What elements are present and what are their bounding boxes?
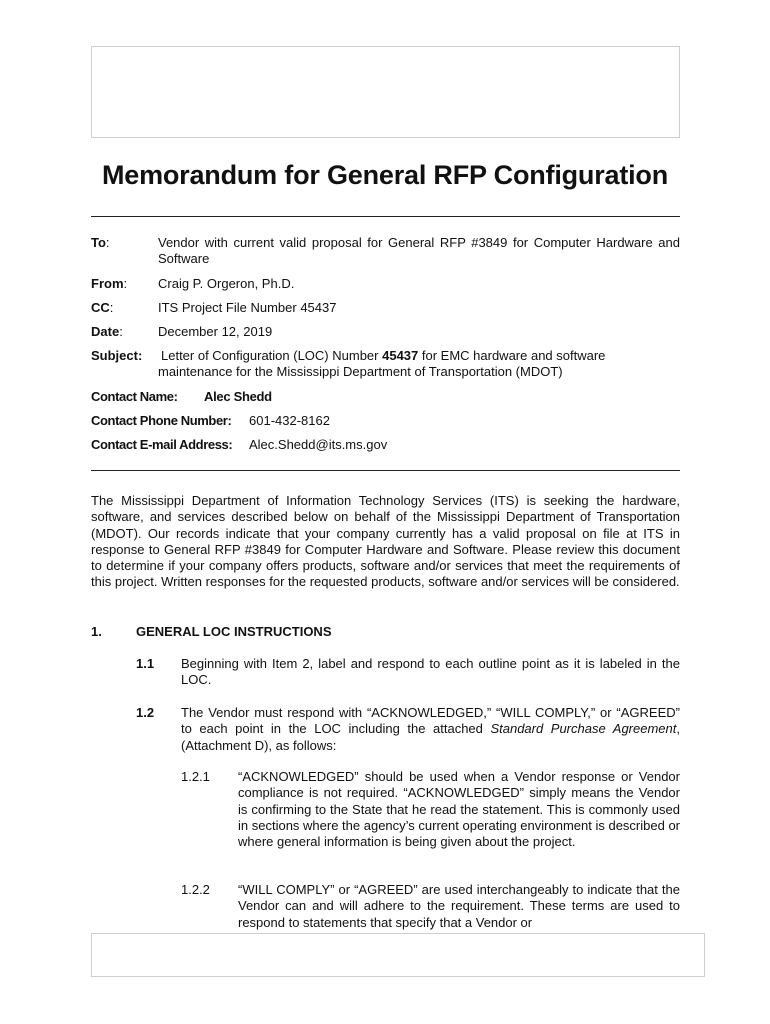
contact-phone-label: Contact Phone Number: <box>91 413 232 428</box>
subject-pre: Letter of Configuration (LOC) Number <box>161 348 383 363</box>
from-label: From <box>91 276 124 291</box>
contact-name-value: Alec Shedd <box>204 389 272 404</box>
section-1-number: 1. <box>91 624 102 639</box>
footer-box <box>91 933 705 977</box>
subject-value <box>158 348 680 380</box>
contact-email-value: Alec.Shedd@its.ms.gov <box>249 437 388 452</box>
subject-post: for EMC hardware and software maintenance for the Mississippi Department of Transportation (MDOT) <box>158 348 606 379</box>
item-1-2-post: , (Attachment D), as follows: <box>181 721 680 753</box>
item-1-2-1-text: “ACKNOWLEDGED” should be used when a Vendor response or Vendor compliance is not required. “ACKNOWLEDGED” simply means the Vendor is confirming to the State that he read the statement. This is commonly used in sections where the agency’s current operating environment is described or where general information is being given about the project. <box>238 769 680 850</box>
item-1-2-text <box>181 705 680 754</box>
item-1-2-2-text: “WILL COMPLY” or “AGREED” are used interchangeably to indicate that the Vendor can and will adhere to the requirement. These terms are used to respond to statements that specify that a Vendor or <box>238 882 680 930</box>
item-1-2-1-number: 1.2.1 <box>181 769 210 784</box>
section-1-title: GENERAL LOC INSTRUCTIONS <box>136 624 332 639</box>
subject-number: 45437 <box>382 348 419 363</box>
contact-name-label: Contact Name: <box>91 389 178 404</box>
divider-top <box>91 216 680 217</box>
to-label: To <box>91 235 106 250</box>
cc-label-row: CC: <box>91 300 114 315</box>
from-label-row: From: <box>91 276 128 291</box>
subject-label: Subject: <box>91 348 143 363</box>
divider-bottom <box>91 470 680 471</box>
item-1-1-text: Beginning with Item 2, label and respond to each outline point as it is labeled in the LOC. <box>181 656 680 688</box>
contact-phone-value: 601-432-8162 <box>249 413 330 428</box>
to-label-row: To: <box>91 235 110 250</box>
date-value: December 12, 2019 <box>158 324 273 339</box>
date-label: Date <box>91 324 120 339</box>
intro-paragraph: The Mississippi Department of Information Technology Services (ITS) is seeking the hardware, software, and services described below on behalf of the Mississippi Department of Transportation (MDOT). Our records indicate that your company currently has a valid proposal on file at ITS in response to General RFP #3849 for Computer Hardware and Software. Please review this document to determine if your company offers products, software and/or services that meet the requirements of this project. Written responses for the requested products, software and/or services will be considered. <box>91 493 680 590</box>
item-1-2-number: 1.2 <box>136 705 155 720</box>
page-title: Memorandum for General RFP Configuration <box>101 160 669 190</box>
item-1-2-2-number: 1.2.2 <box>181 882 210 897</box>
item-1-2-pre: The Vendor must respond with “ACKNOWLEDGED,” “WILL COMPLY,” or “AGREED” to each point in the LOC including the attached <box>181 705 680 737</box>
to-value: Vendor with current valid proposal for General RFP #3849 for Computer Hardware and Software <box>158 235 680 266</box>
item-1-2-italic: Standard Purchase Agreement <box>490 721 677 737</box>
from-value: Craig P. Orgeron, Ph.D. <box>158 276 295 291</box>
header-box <box>91 46 680 138</box>
cc-value: ITS Project File Number 45437 <box>158 300 337 315</box>
cc-label: CC <box>91 300 110 315</box>
contact-email-label: Contact E-mail Address: <box>91 437 233 452</box>
date-label-row: Date: <box>91 324 123 339</box>
item-1-1-number: 1.1 <box>136 656 155 671</box>
